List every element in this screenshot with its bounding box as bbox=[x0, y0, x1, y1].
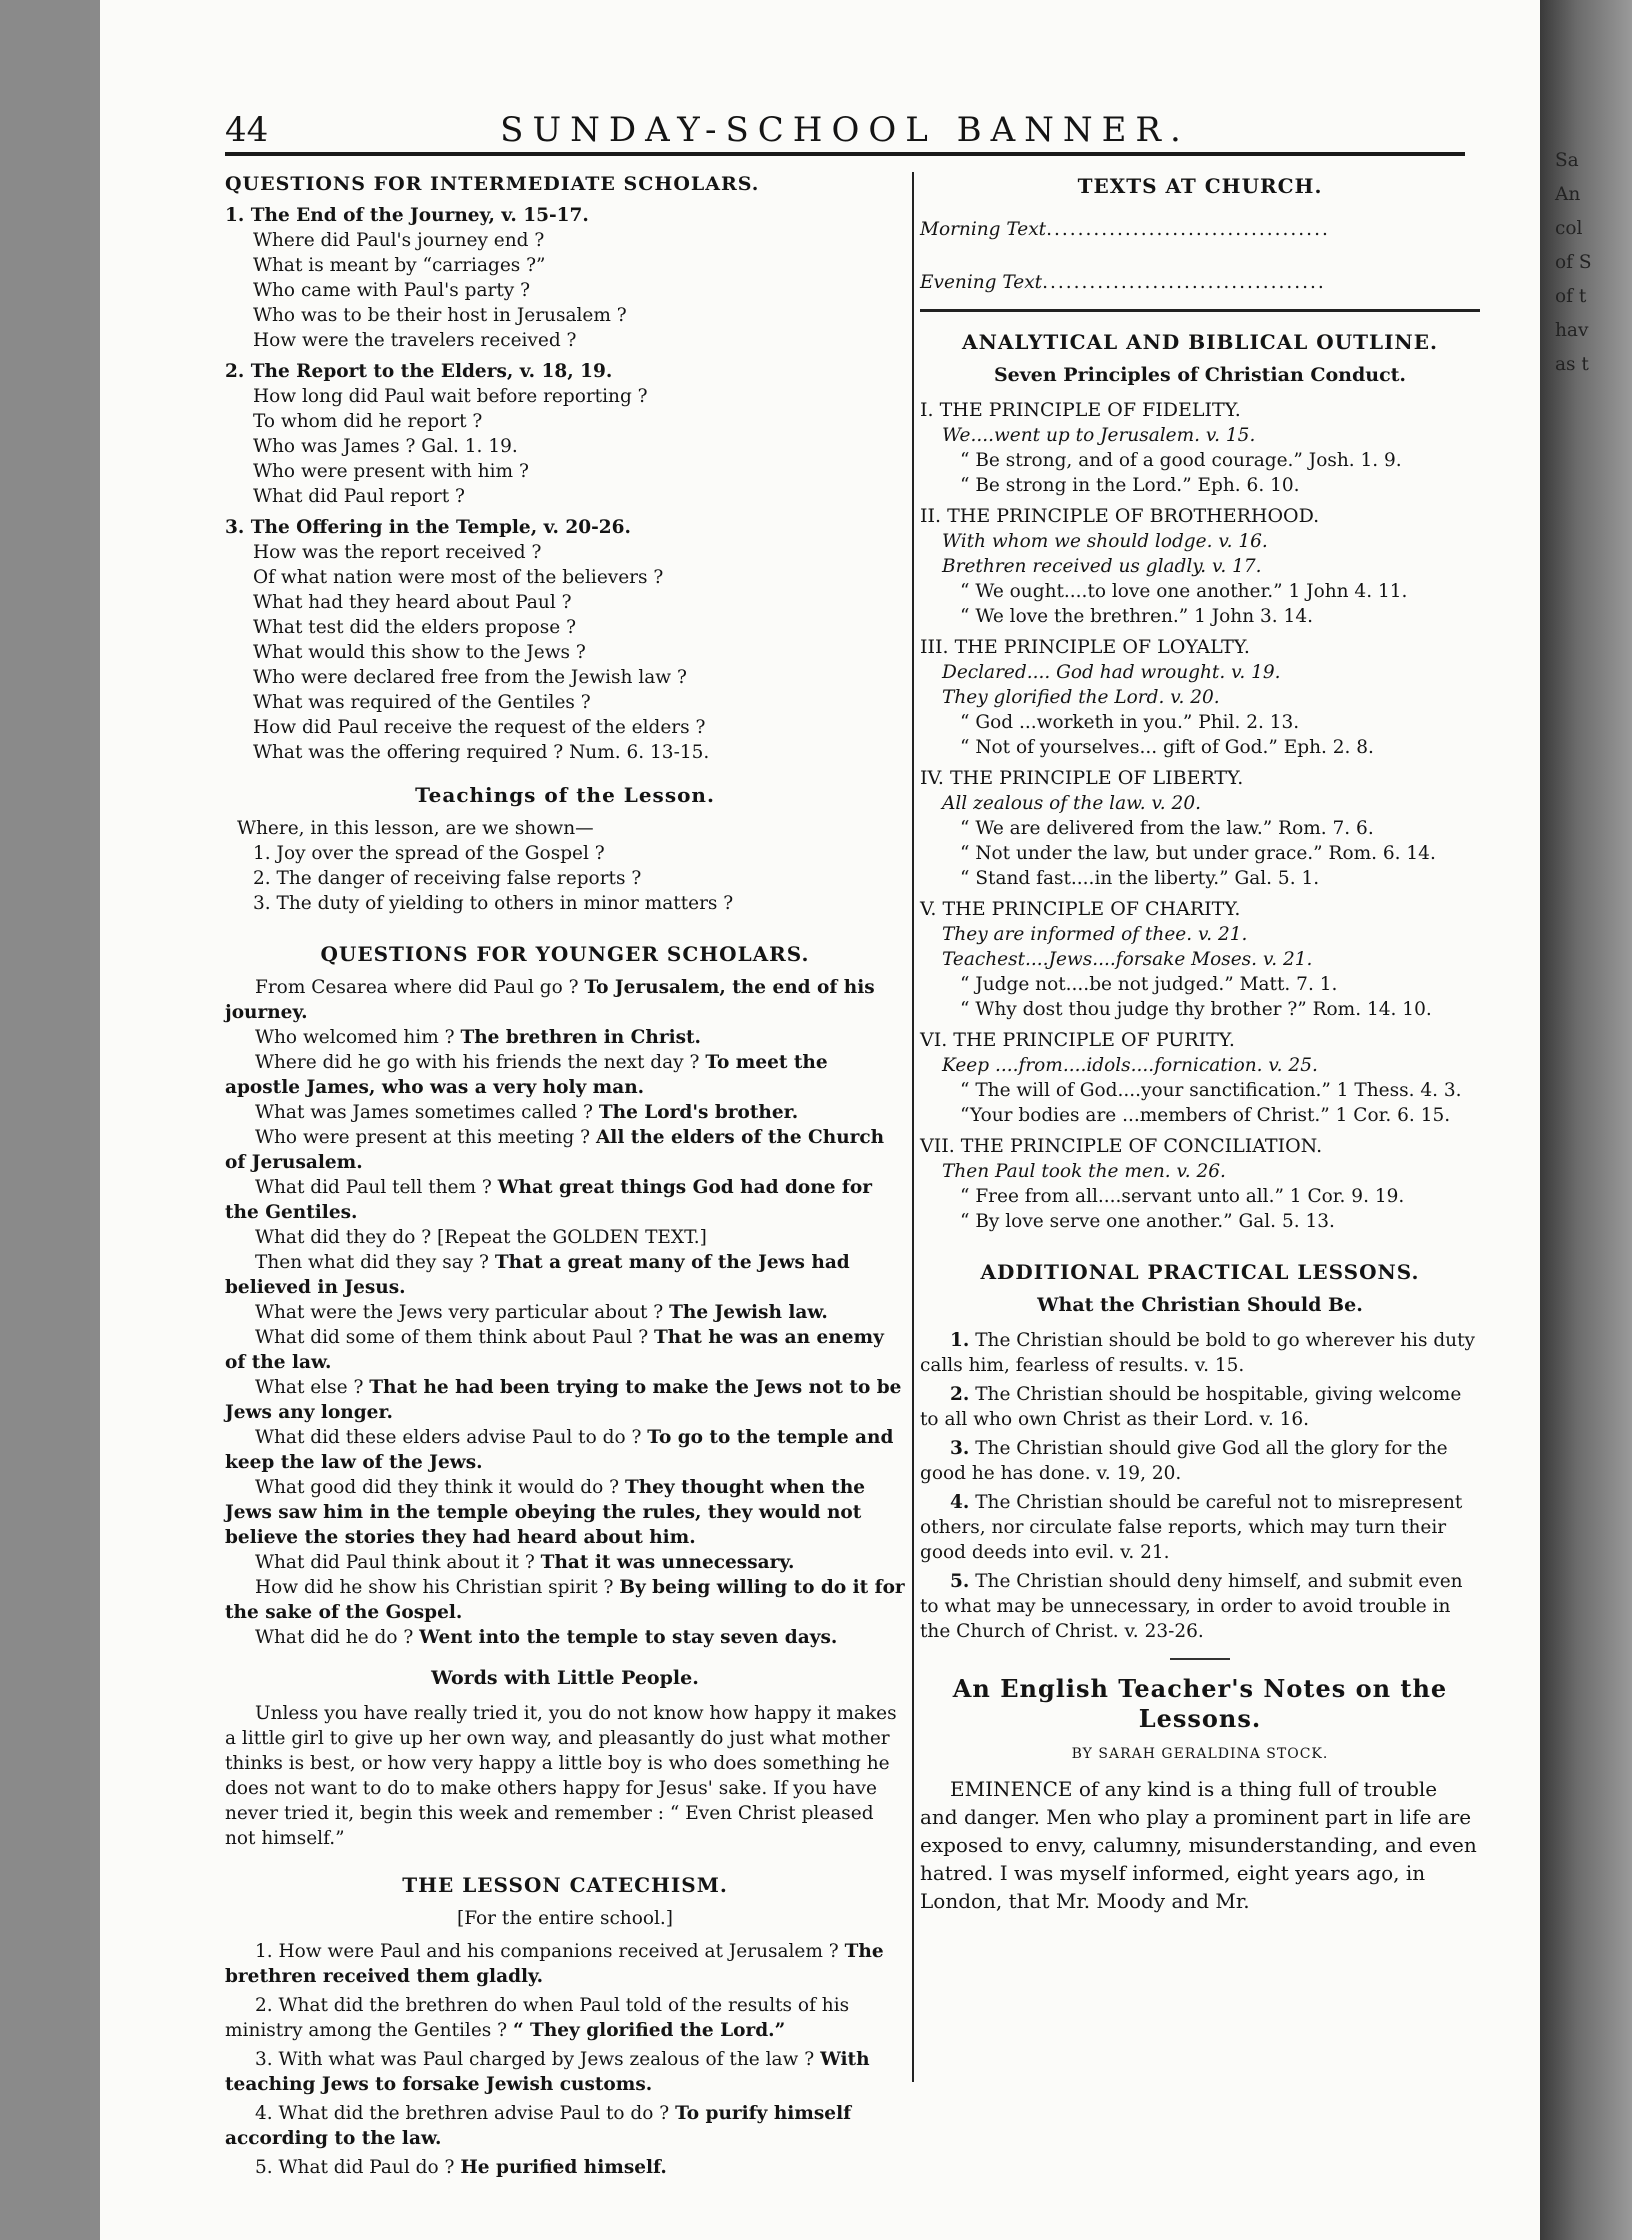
practical-item bbox=[920, 1490, 1480, 1565]
teaching-item: 3. The duty of yielding to others in minor matters ? bbox=[253, 893, 734, 914]
practical-number: 5. bbox=[950, 1571, 970, 1592]
teaching-item: 2. The danger of receiving false reports ? bbox=[253, 868, 642, 889]
qa-answer: Went into the temple to stay seven days. bbox=[419, 1627, 838, 1648]
practical-number: 3. bbox=[950, 1438, 970, 1459]
question: To whom did he report ? bbox=[253, 411, 483, 432]
morning-text-dots: .................................... bbox=[1046, 219, 1330, 240]
principle-quote: “ Why dost thou judge thy brother ?” Rom. 14. 10. bbox=[960, 999, 1432, 1020]
question: What was the offering required ? Num. 6. 13-15. bbox=[253, 742, 710, 763]
principle-title: IV. THE PRINCIPLE OF LIBERTY. bbox=[920, 767, 1244, 789]
principle-title: VI. THE PRINCIPLE OF PURITY. bbox=[920, 1029, 1235, 1051]
qa-question: Who were present at this meeting ? bbox=[255, 1127, 591, 1148]
fragment-text: hav bbox=[1555, 320, 1589, 341]
running-title: SUNDAY-SCHOOL BANNER. bbox=[500, 110, 1190, 150]
qa-answer: That a great many of the Jews had believed in Jesus. bbox=[225, 1252, 850, 1298]
catechism-question: 2. What did the brethren do when Paul told of the results of his ministry among the Gentiles ? bbox=[225, 1995, 850, 2041]
question: Who came with Paul's party ? bbox=[253, 280, 531, 301]
question: Who was to be their host in Jerusalem ? bbox=[253, 305, 627, 326]
principle-quote: “Your bodies are ...members of Christ.” 1 Cor. 6. 15. bbox=[960, 1105, 1451, 1126]
practical-number: 4. bbox=[950, 1492, 970, 1513]
evening-text-line bbox=[920, 270, 1480, 295]
principle-quote: “ Free from all....servant unto all.” 1 Cor. 9. 19. bbox=[960, 1186, 1405, 1207]
principle-quote: “ Not under the law, but under grace.” Rom. 6. 14. bbox=[960, 843, 1436, 864]
qa-question: From Cesarea where did Paul go ? bbox=[255, 977, 579, 998]
qa-question: What else ? bbox=[255, 1377, 364, 1398]
principle-verse: Teachest....Jews....forsake Moses. v. 21. bbox=[942, 949, 1313, 970]
page-number: 44 bbox=[225, 110, 269, 150]
catechism-row bbox=[225, 2155, 905, 2180]
catechism-question: 5. What did Paul do ? bbox=[255, 2157, 455, 2178]
qa-question: How did he show his Christian spirit ? bbox=[255, 1577, 614, 1598]
principle-quote: “ Be strong in the Lord.” Eph. 6. 10. bbox=[960, 475, 1300, 496]
qa-row bbox=[225, 1225, 905, 1250]
qa-row bbox=[225, 1325, 905, 1375]
fragment-text: col bbox=[1555, 218, 1583, 239]
question: What would this show to the Jews ? bbox=[253, 642, 586, 663]
question: Where did Paul's journey end ? bbox=[253, 230, 545, 251]
qa-answer: To meet the apostle James, who was a very holy man. bbox=[225, 1052, 828, 1098]
principle-quote: “ We love the brethren.” 1 John 3. 14. bbox=[960, 606, 1313, 627]
question: How were the travelers received ? bbox=[253, 330, 577, 351]
qa-question: What did these elders advise Paul to do ? bbox=[255, 1427, 642, 1448]
principles-list bbox=[920, 398, 1480, 1234]
qa-answer: The brethren in Christ. bbox=[460, 1027, 701, 1048]
evening-text-label: Evening Text bbox=[920, 272, 1043, 293]
evening-text-dots: .................................... bbox=[1042, 272, 1326, 293]
intermediate-heading: QUESTIONS FOR INTERMEDIATE SCHOLARS. bbox=[225, 173, 760, 195]
principle-verse: We....went up to Jerusalem. v. 15. bbox=[942, 425, 1256, 446]
practical-item bbox=[920, 1382, 1480, 1432]
qa-row bbox=[225, 1425, 905, 1475]
qa-question: Who welcomed him ? bbox=[255, 1027, 455, 1048]
qa-answer: To Jerusalem, the end of his journey. bbox=[225, 977, 875, 1023]
principle-quote: “ God ...worketh in you.” Phil. 2. 13. bbox=[960, 712, 1300, 733]
practical-list bbox=[920, 1328, 1480, 1644]
principle-verse: Brethren received us gladly. v. 17. bbox=[942, 556, 1262, 577]
qa-answer: All the elders of the Church of Jerusalem. bbox=[225, 1127, 885, 1173]
question: What did Paul report ? bbox=[253, 486, 465, 507]
qa-row bbox=[225, 1625, 905, 1650]
fragment-text: of S bbox=[1555, 252, 1592, 273]
qa-row bbox=[225, 1175, 905, 1225]
question: Who were declared free from the Jewish law ? bbox=[253, 667, 687, 688]
qa-answer: They thought when the Jews saw him in the temple obeying the rules, they would not believe the stories they had heard about him. bbox=[225, 1477, 866, 1548]
section-title: 3. The Offering in the Temple, v. 20-26. bbox=[225, 517, 631, 538]
principle-quote: “ By love serve one another.” Gal. 5. 13. bbox=[960, 1211, 1335, 1232]
catechism-answer: With teaching Jews to forsake Jewish customs. bbox=[225, 2049, 870, 2095]
qa-question: What was James sometimes called ? bbox=[255, 1102, 593, 1123]
principle-title: V. THE PRINCIPLE OF CHARITY. bbox=[920, 898, 1241, 920]
lead-word: EMINENCE bbox=[950, 1777, 1073, 1801]
question: Who were present with him ? bbox=[253, 461, 529, 482]
practical-text: The Christian should be bold to go wherever his duty calls him, fearless of results. v. 15. bbox=[920, 1330, 1475, 1376]
qa-question: What did he do ? bbox=[255, 1627, 414, 1648]
catechism-heading: THE LESSON CATECHISM. bbox=[402, 1873, 728, 1897]
qa-row bbox=[225, 1250, 905, 1300]
question: What test did the elders propose ? bbox=[253, 617, 577, 638]
question: What was required of the Gentiles ? bbox=[253, 692, 591, 713]
qa-answer: That he had been trying to make the Jews not to be Jews any longer. bbox=[225, 1377, 902, 1423]
qa-row bbox=[225, 1025, 905, 1050]
catechism-answer: The brethren received them gladly. bbox=[225, 1941, 884, 1987]
morning-text-line bbox=[920, 217, 1480, 242]
catechism-answer: To purify himself according to the law. bbox=[225, 2103, 852, 2149]
younger-heading: QUESTIONS FOR YOUNGER SCHOLARS. bbox=[320, 942, 810, 966]
qa-row bbox=[225, 1375, 905, 1425]
catechism-question: 1. How were Paul and his companions received at Jerusalem ? bbox=[255, 1941, 839, 1962]
english-teacher-body: of any kind is a thing full of trouble and danger. Men who play a prominent part in life are exposed to envy, calumny, misunderstanding, and even hatred. I was myself informed, eight years ago, in London, that Mr. Moody and Mr. bbox=[920, 1777, 1477, 1913]
catechism-question: 3. With what was Paul charged by Jews zealous of the law ? bbox=[255, 2049, 815, 2070]
outline-subtitle: Seven Principles of Christian Conduct. bbox=[993, 364, 1407, 386]
practical-text: The Christian should be careful not to misrepresent others, nor circulate false reports, which may turn their good deeds into evil. v. 21. bbox=[920, 1492, 1463, 1563]
principle-verse: Keep ....from....idols....fornication. v. 25. bbox=[942, 1055, 1318, 1076]
principle-title: VII. THE PRINCIPLE OF CONCILIATION. bbox=[920, 1135, 1323, 1157]
principle-verse: Declared.... God had wrought. v. 19. bbox=[942, 662, 1281, 683]
fragment-text: Sa bbox=[1555, 150, 1579, 171]
principle-title: II. THE PRINCIPLE OF BROTHERHOOD. bbox=[920, 505, 1320, 527]
principle-quote: “ Not of yourselves... gift of God.” Eph. 2. 8. bbox=[960, 737, 1374, 758]
principle-quote: “ Judge not....be not judged.” Matt. 7. 1. bbox=[960, 974, 1338, 995]
qa-row bbox=[225, 1100, 905, 1125]
catechism-answer: “ They glorified the Lord.” bbox=[512, 2020, 786, 2041]
principle-verse: They are informed of thee. v. 21. bbox=[942, 924, 1248, 945]
younger-qa-list bbox=[225, 975, 905, 1650]
question: Of what nation were most of the believers ? bbox=[253, 567, 664, 588]
principle-verse: They glorified the Lord. v. 20. bbox=[942, 687, 1220, 708]
practical-text: The Christian should deny himself, and submit even to what may be unnecessary, in order to avoid trouble in the Church of Christ. v. 23-26. bbox=[920, 1571, 1463, 1642]
principle-verse: All zealous of the law. v. 20. bbox=[942, 793, 1201, 814]
qa-answer: By being willing to do it for the sake of the Gospel. bbox=[225, 1577, 905, 1623]
catechism-qa-list bbox=[225, 1939, 905, 2180]
qa-question: What did some of them think about Paul ? bbox=[255, 1327, 649, 1348]
qa-question: What did they do ? [Repeat the GOLDEN TEXT.] bbox=[255, 1227, 707, 1248]
practical-text: The Christian should be hospitable, giving welcome to all who own Christ as their Lord. v. 16. bbox=[920, 1384, 1462, 1430]
english-teacher-heading: An English Teacher's Notes on the Lessons. bbox=[952, 1674, 1448, 1733]
principle-quote: “ Be strong, and of a good courage.” Josh. 1. 9. bbox=[960, 450, 1402, 471]
left-column bbox=[225, 172, 905, 2184]
question: How did Paul receive the request of the elders ? bbox=[253, 717, 706, 738]
qa-answer: That it was unnecessary. bbox=[540, 1552, 795, 1573]
qa-question: What good did they think it would do ? bbox=[255, 1477, 620, 1498]
principle-quote: “ The will of God....your sanctification.” 1 Thess. 4. 3. bbox=[960, 1080, 1462, 1101]
question: Who was James ? Gal. 1. 19. bbox=[253, 436, 518, 457]
intermediate-sections bbox=[225, 203, 905, 765]
qa-question: Then what did they say ? bbox=[255, 1252, 489, 1273]
qa-question: What were the Jews very particular about ? bbox=[255, 1302, 664, 1323]
teachings-list bbox=[225, 841, 905, 916]
catechism-subtitle: [For the entire school.] bbox=[456, 1908, 674, 1929]
practical-item bbox=[920, 1569, 1480, 1644]
section-rule bbox=[920, 309, 1480, 312]
qa-answer: That he was an enemy of the law. bbox=[225, 1327, 884, 1373]
catechism-row bbox=[225, 2101, 905, 2151]
question: How long did Paul wait before reporting ? bbox=[253, 386, 648, 407]
catechism-row bbox=[225, 1993, 905, 2043]
fragment-text: as t bbox=[1555, 354, 1589, 375]
fragment-text: An bbox=[1555, 184, 1581, 205]
qa-row bbox=[225, 1575, 905, 1625]
principle-verse: Then Paul took the men. v. 26. bbox=[942, 1161, 1226, 1182]
right-column bbox=[920, 172, 1480, 1915]
english-teacher-byline: BY SARAH GERALDINA STOCK. bbox=[1071, 1746, 1329, 1762]
catechism-question: 4. What did the brethren advise Paul to do ? bbox=[255, 2103, 670, 2124]
principle-verse: With whom we should lodge. v. 16. bbox=[942, 531, 1268, 552]
question: What is meant by “carriages ?” bbox=[253, 255, 546, 276]
principle-title: I. THE PRINCIPLE OF FIDELITY. bbox=[920, 399, 1241, 421]
question: What had they heard about Paul ? bbox=[253, 592, 572, 613]
teaching-item: 1. Joy over the spread of the Gospel ? bbox=[253, 843, 605, 864]
principle-quote: “ We are delivered from the law.” Rom. 7. 6. bbox=[960, 818, 1374, 839]
column-divider bbox=[912, 172, 914, 2082]
outline-heading: ANALYTICAL AND BIBLICAL OUTLINE. bbox=[962, 330, 1438, 354]
qa-answer: The Jewish law. bbox=[669, 1302, 828, 1323]
principle-title: III. THE PRINCIPLE OF LOYALTY. bbox=[920, 636, 1250, 658]
section-title: 2. The Report to the Elders, v. 18, 19. bbox=[225, 361, 613, 382]
qa-question: Where did he go with his friends the next day ? bbox=[255, 1052, 700, 1073]
section-title: 1. The End of the Journey, v. 15-17. bbox=[225, 205, 589, 226]
catechism-row bbox=[225, 1939, 905, 1989]
practical-item bbox=[920, 1436, 1480, 1486]
page-header bbox=[225, 110, 1465, 150]
morning-text-label: Morning Text bbox=[920, 219, 1047, 240]
practical-number: 2. bbox=[950, 1384, 970, 1405]
english-teacher-text bbox=[920, 1775, 1480, 1915]
qa-question: What did Paul tell them ? bbox=[255, 1177, 492, 1198]
catechism-answer: He purified himself. bbox=[460, 2157, 667, 2178]
little-people-text: Unless you have really tried it, you do not know how happy it makes a little girl to give up her own way, and pleasantly do just what mother thinks is best, or how very happy a little boy is who does something he does not want to do to make others happy for Jesus' sake. If you have never tried it, begin this week and remember : “ Even Christ pleased not himself.” bbox=[225, 1703, 897, 1849]
catechism-row bbox=[225, 2047, 905, 2097]
principle-quote: “ We ought....to love one another.” 1 John 4. 11. bbox=[960, 581, 1408, 602]
practical-item bbox=[920, 1328, 1480, 1378]
qa-row bbox=[225, 1050, 905, 1100]
practical-number: 1. bbox=[950, 1330, 970, 1351]
qa-row bbox=[225, 975, 905, 1025]
teachings-intro: Where, in this lesson, are we shown— bbox=[237, 818, 594, 839]
practical-subtitle: What the Christian Should Be. bbox=[1037, 1294, 1363, 1316]
principle-quote: “ Stand fast....in the liberty.” Gal. 5. 1. bbox=[960, 868, 1320, 889]
qa-row bbox=[225, 1300, 905, 1325]
qa-answer: The Lord's brother. bbox=[598, 1102, 799, 1123]
texts-at-church-heading: TEXTS AT CHURCH. bbox=[1077, 174, 1323, 198]
little-people-heading: Words with Little People. bbox=[431, 1667, 699, 1689]
practical-heading: ADDITIONAL PRACTICAL LESSONS. bbox=[980, 1260, 1420, 1284]
practical-text: The Christian should give God all the glory for the good he has done. v. 19, 20. bbox=[920, 1438, 1448, 1484]
teachings-heading: Teachings of the Lesson. bbox=[415, 783, 715, 807]
header-rule bbox=[225, 152, 1465, 156]
question: How was the report received ? bbox=[253, 542, 542, 563]
qa-row bbox=[225, 1125, 905, 1175]
fragment-text: of t bbox=[1555, 286, 1587, 307]
qa-row bbox=[225, 1475, 905, 1550]
qa-question: What did Paul think about it ? bbox=[255, 1552, 535, 1573]
qa-answer: What great things God had done for the Gentiles. bbox=[225, 1177, 872, 1223]
qa-answer: To go to the temple and keep the law of the Jews. bbox=[225, 1427, 894, 1473]
short-rule bbox=[1170, 1658, 1230, 1660]
qa-row bbox=[225, 1550, 905, 1575]
